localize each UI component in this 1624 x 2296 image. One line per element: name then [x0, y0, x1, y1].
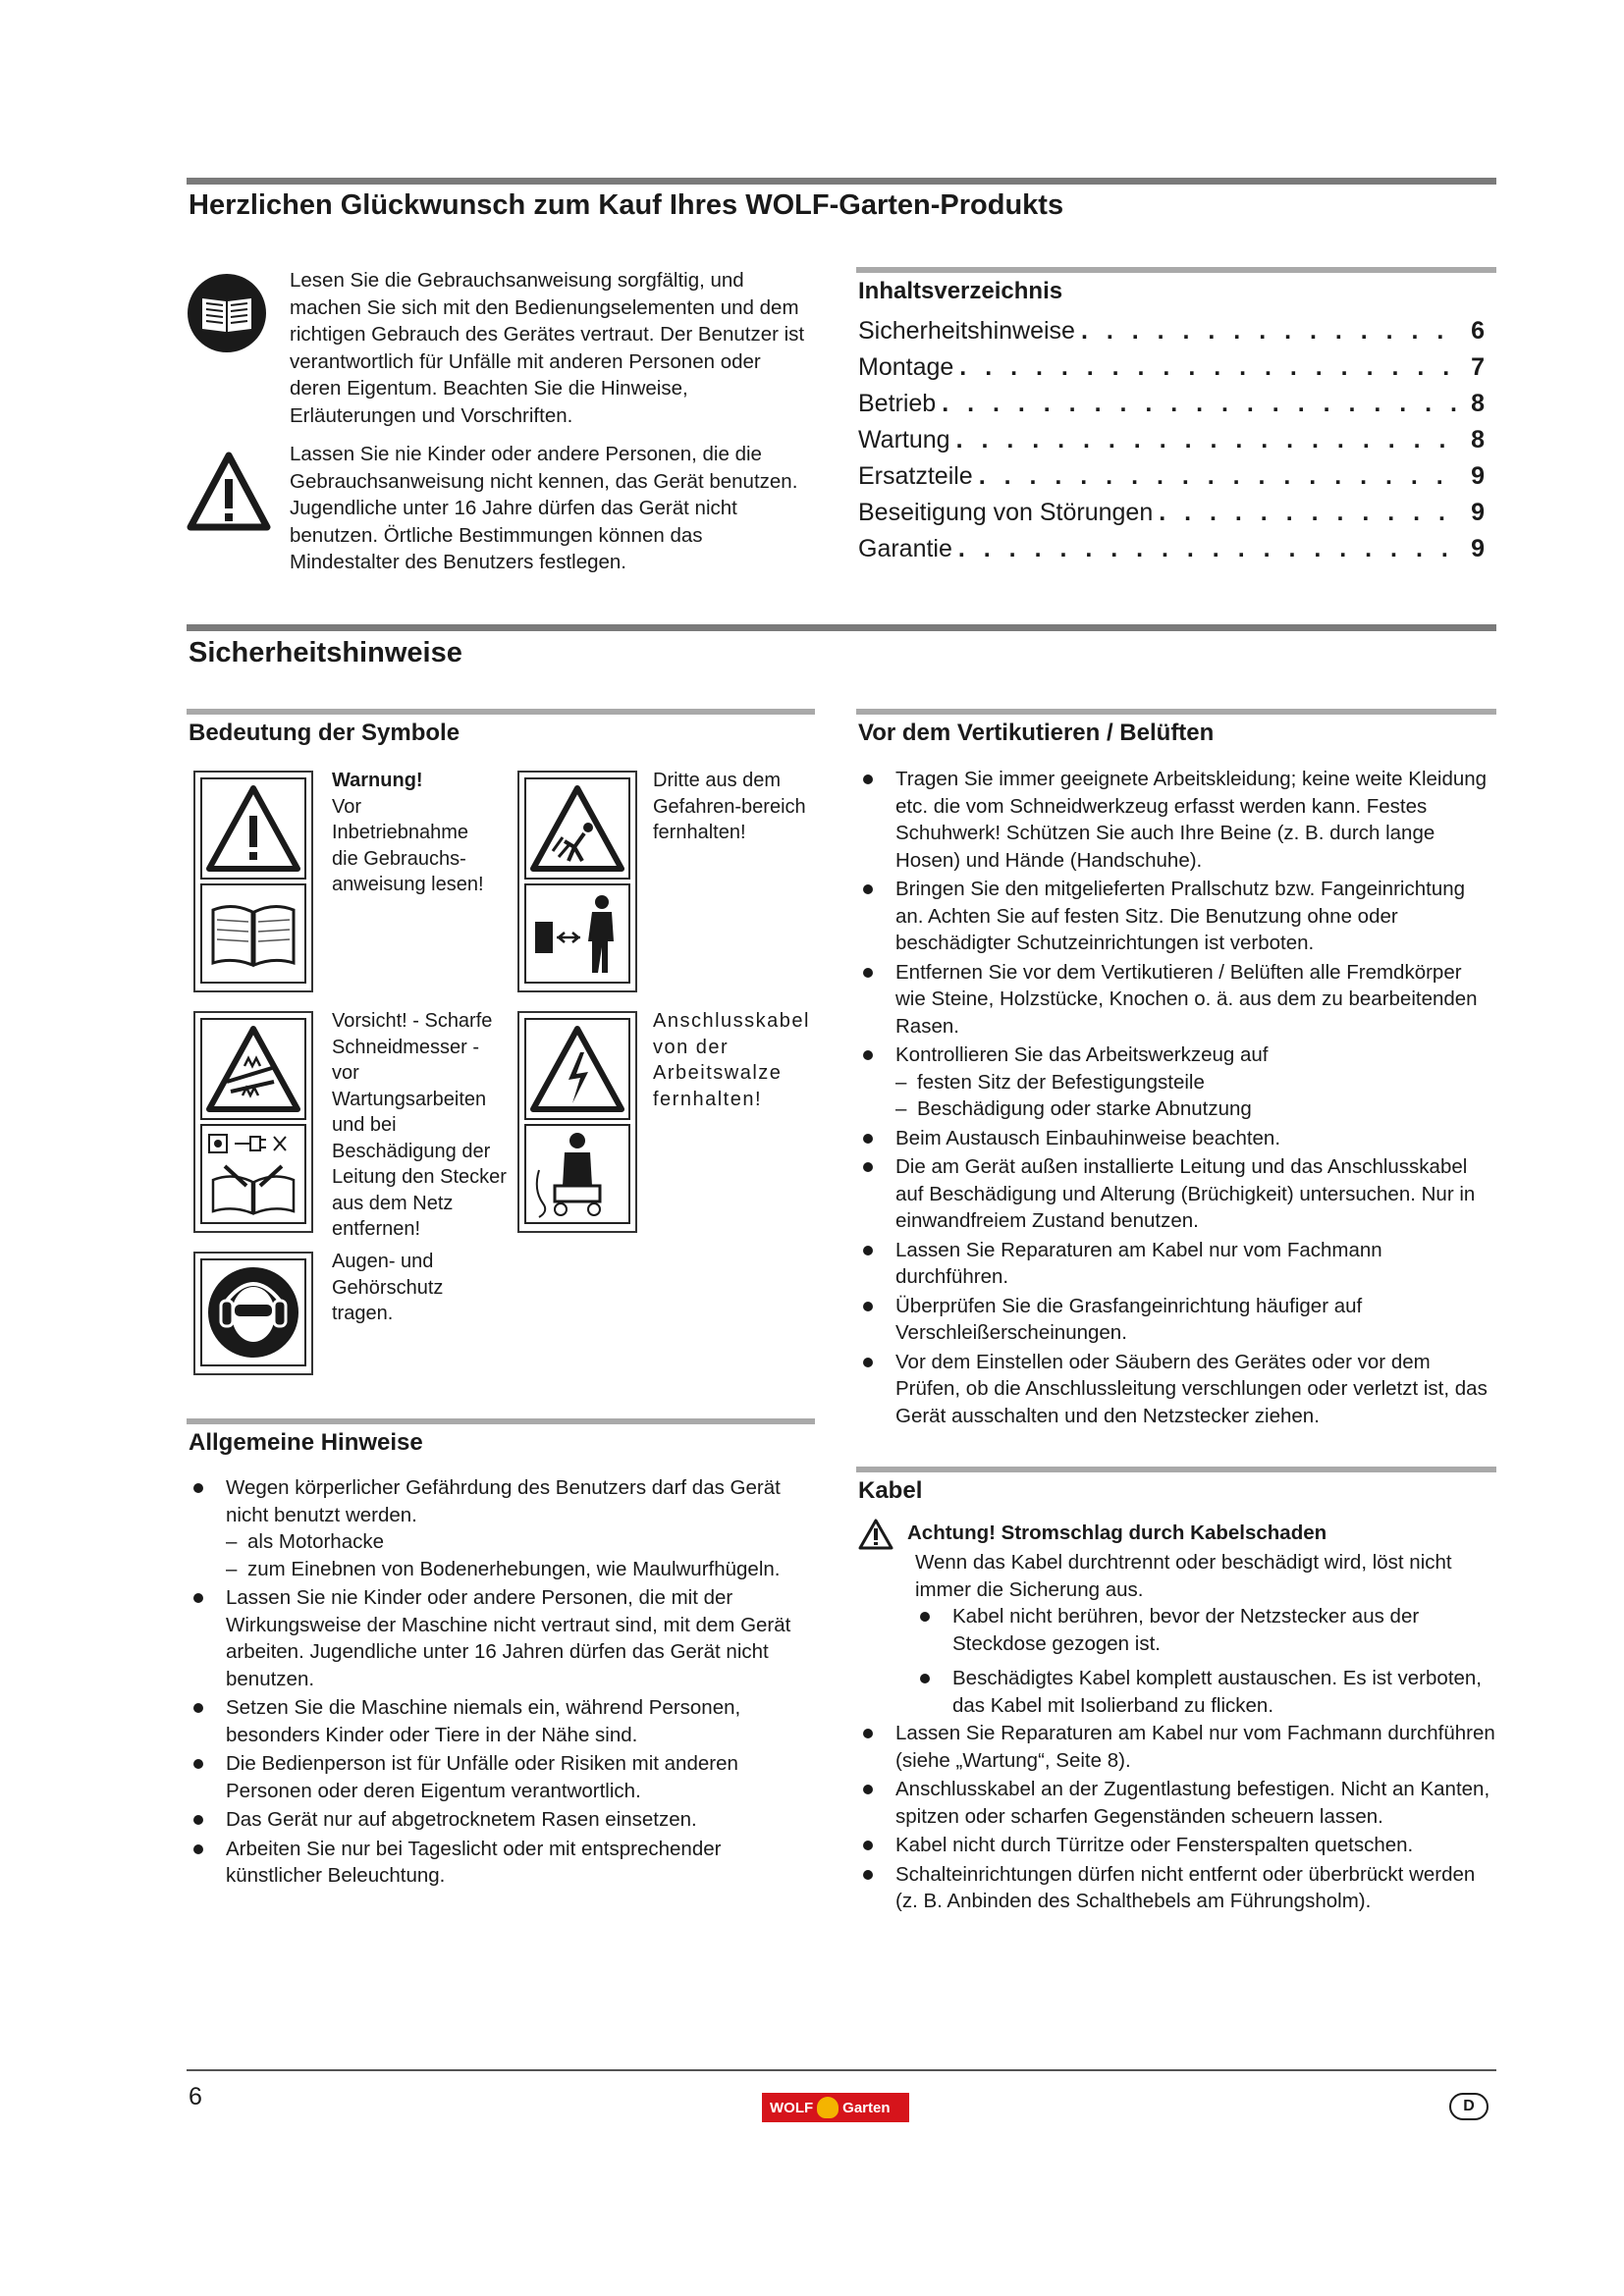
toc-item[interactable]: Garantie . . . 9 [858, 535, 1485, 571]
list-sub-item: – zum Einebnen von Bodenerhebungen, wie Maulwurfhügeln. [226, 1556, 819, 1583]
warning-read-manual-icon [195, 773, 311, 990]
list-item: Die am Gerät außen installierte Leitung und das Anschlusskabel auf Beschädigung und Alterung (Brüchigkeit) untersuchen. Nur in einwandfreiem Zustand benutzen. [858, 1153, 1496, 1235]
section-title-safety: Sicherheitshinweise [189, 637, 462, 668]
symbol-keep-distance-caption: Dritte aus dem Gefahren-bereich fernhalten! [653, 770, 806, 843]
list-item: Lassen Sie Reparaturen am Kabel nur vom Fachmann durchführen. [858, 1237, 1496, 1291]
safety-rule [187, 624, 1496, 631]
toc-item[interactable]: Beseitigung von Störungen . . . 9 [858, 499, 1485, 535]
warning-triangle-small-icon [858, 1519, 893, 1550]
symbols-rule [187, 709, 815, 715]
footer-rule [187, 2069, 1496, 2071]
read-manual-icon [187, 273, 267, 353]
list-item: Kabel nicht durch Türritze oder Fensterspalten quetschen. [858, 1832, 1496, 1859]
general-list-block [189, 1474, 819, 1892]
list-item: Überprüfen Sie die Grasfangeinrichtung häufiger auf Verschleißerscheinungen. [858, 1293, 1496, 1347]
symbol-cable-away-caption: Anschlusskabel von der Arbeitswalze fernhalten! [653, 1010, 810, 1110]
symbol-cable-away [517, 1011, 637, 1233]
list-item: Entfernen Sie vor dem Vertikutieren / Belüften alle Fremdkörper wie Steine, Holzstücke, Knochen o. ä. aus dem zu bearbeitenden Rasen. [858, 959, 1496, 1041]
list-sub-item: – Beschädigung oder starke Abnutzung [895, 1095, 1496, 1123]
general-rule [187, 1418, 815, 1424]
list-item: Bringen Sie den mitgelieferten Prallschutz bzw. Fangeinrichtung an. Achten Sie auf festen Sitz. Die Benutzung ohne oder beschädigter Schutzeinrichtungen ist verboten. [858, 876, 1496, 957]
before-title: Vor dem Vertikutieren / Belüften [858, 720, 1215, 746]
symbol-warning-read-manual [193, 771, 313, 992]
toc-rule [856, 267, 1496, 273]
sharp-blades-icon [195, 1013, 311, 1231]
general-title: Allgemeine Hinweise [189, 1429, 423, 1456]
list-sub-item: – festen Sitz der Befestigungsteile [895, 1069, 1496, 1096]
cable-caution-title: Achtung! Stromschlag durch Kabelschaden [907, 1522, 1327, 1544]
wolf-head-icon [817, 2097, 839, 2118]
list-item: Anschlusskabel an der Zugentlastung befestigen. Nicht an Kanten, spitzen oder scharfen Gegenständen scheuern lassen. [858, 1776, 1496, 1830]
symbol-keep-distance [517, 771, 637, 992]
keep-distance-icon [519, 773, 635, 990]
page-number: 6 [189, 2083, 202, 2110]
list-item: Das Gerät nur auf abgetrocknetem Rasen einsetzen. [189, 1806, 819, 1834]
electric-hazard-icon [519, 1013, 635, 1231]
intro-text-block [290, 267, 817, 576]
cable-title: Kabel [858, 1477, 923, 1504]
list-item: Lassen Sie nie Kinder oder andere Personen, die mit der Wirkungsweise der Maschine nicht vertraut sind, mit dem Gerät arbeiten. Jugendliche unter 16 Jahren dürfen das Gerät nicht benutzen. [189, 1584, 819, 1692]
list-item: Setzen Sie die Maschine niemals ein, während Personen, besonders Kinder oder Tiere in der Nähe sind. [189, 1694, 819, 1748]
symbol-protection-caption: Augen- und Gehörschutz tragen. [332, 1251, 444, 1324]
list-item: Wegen körperlicher Gefährdung des Benutzers darf das Gerät nicht benutzt werden. – als Motorhacke – zum Einebnen von Bodenerhebungen, wie Maulwurfhügeln. [189, 1474, 819, 1582]
eye-ear-protection-icon [195, 1254, 311, 1373]
before-rule [856, 709, 1496, 715]
general-list [189, 1474, 819, 1890]
symbols-title: Bedeutung der Symbole [189, 720, 460, 746]
list-item: Tragen Sie immer geeignete Arbeitskleidung; keine weite Kleidung etc. die vom Schneidwerkzeug erfasst werden kann. Festes Schuhwerk! Schützen Sie auch Ihre Beine (z. B. durch lange Hosen) und Hände (Handschuhe). [858, 766, 1496, 874]
toc-list [858, 317, 1485, 571]
intro-children-warning-text: Lassen Sie nie Kinder oder andere Personen, die die Gebrauchsanweisung nicht kennen, das Gerät benutzen. Jugendliche unter 16 Jahre dürfen das Gerät nicht benutzen. Örtliche Bestimmungen können das Mindestalter des Benutzers festlegen. [290, 443, 798, 573]
symbol-sharp-blades [193, 1011, 313, 1233]
list-item: Die Bedienperson ist für Unfälle oder Risiken mit anderen Personen oder deren Eigentum verantwortlich. [189, 1750, 819, 1804]
symbol-protection [193, 1252, 313, 1375]
list-item: Kontrollieren Sie das Arbeitswerkzeug auf – festen Sitz der Befestigungsteile – Beschädigung oder starke Abnutzung [858, 1041, 1496, 1123]
symbol-sharp-blades-caption: Vorsicht! - Scharfe Schneidmesser - vor Wartungsarbeiten und bei Beschädigung der Leitung den Stecker aus dem Netz entfernen! [332, 1010, 507, 1240]
cable-list-block [858, 1720, 1496, 1917]
cable-caution-sublist [915, 1603, 1496, 1721]
cable-list [858, 1720, 1496, 1915]
before-list [858, 766, 1496, 1429]
list-item: Lassen Sie Reparaturen am Kabel nur vom Fachmann durchführen (siehe „Wartung“, Seite 8). [858, 1720, 1496, 1774]
country-code-badge: D [1449, 2093, 1489, 2120]
warning-text: Vor Inbetriebnahme die Gebrauchs-anweisung lesen! [332, 795, 484, 895]
toc-item[interactable]: Ersatzteile . . . 9 [858, 462, 1485, 499]
toc-item[interactable]: Wartung . . . 8 [858, 426, 1485, 462]
toc-item[interactable]: Sicherheitshinweise . . . 6 [858, 317, 1485, 353]
before-list-block [858, 766, 1496, 1431]
symbol-warning-caption [332, 768, 499, 898]
cable-rule [856, 1467, 1496, 1472]
toc-title: Inhaltsverzeichnis [858, 278, 1063, 304]
toc-item[interactable]: Betrieb . . . 8 [858, 390, 1485, 426]
page-title: Herzlichen Glückwunsch zum Kauf Ihres WOLF-Garten-Produkts [189, 189, 1064, 221]
list-item: Beim Austausch Einbauhinweise beachten. [858, 1125, 1496, 1152]
list-sub-item: – als Motorhacke [226, 1528, 819, 1556]
header-rule [187, 178, 1496, 185]
intro-read-manual-text: Lesen Sie die Gebrauchsanweisung sorgfältig, und machen Sie sich mit den Bedienungselementen und dem richtigen Gebrauch des Gerätes vertraut. Der Benutzer ist verantwortlich für Unfälle mit anderen Personen oder deren Eigentum. Beachten Sie die Hinweise, Erläuterungen und Vorschriften. [290, 269, 805, 427]
list-item: Kabel nicht berühren, bevor der Netzstecker aus der Steckdose gezogen ist. [915, 1603, 1496, 1657]
wolf-garten-logo: WOLF Garten [762, 2093, 909, 2122]
list-item: Schalteinrichtungen dürfen nicht entfernt oder überbrückt werden (z. B. Anbinden des Schalthebels am Führungsholm). [858, 1861, 1496, 1915]
warning-label: Warnung! [332, 770, 423, 791]
list-item: Arbeiten Sie nur bei Tageslicht oder mit entsprechender künstlicher Beleuchtung. [189, 1836, 819, 1890]
list-item: Vor dem Einstellen oder Säubern des Gerätes oder vor dem Prüfen, ob die Anschlussleitung verschlungen oder verletzt ist, das Gerät ausschalten und den Netzstecker ziehen. [858, 1349, 1496, 1430]
warning-triangle-icon [187, 452, 271, 532]
list-item: Beschädigtes Kabel komplett austauschen. Es ist verboten, das Kabel mit Isolierband zu flicken. [915, 1665, 1496, 1719]
cable-caution-text: Wenn das Kabel durchtrennt oder beschädigt wird, löst nicht immer die Sicherung aus. [915, 1551, 1452, 1601]
toc-item[interactable]: Montage . . . 7 [858, 353, 1485, 390]
